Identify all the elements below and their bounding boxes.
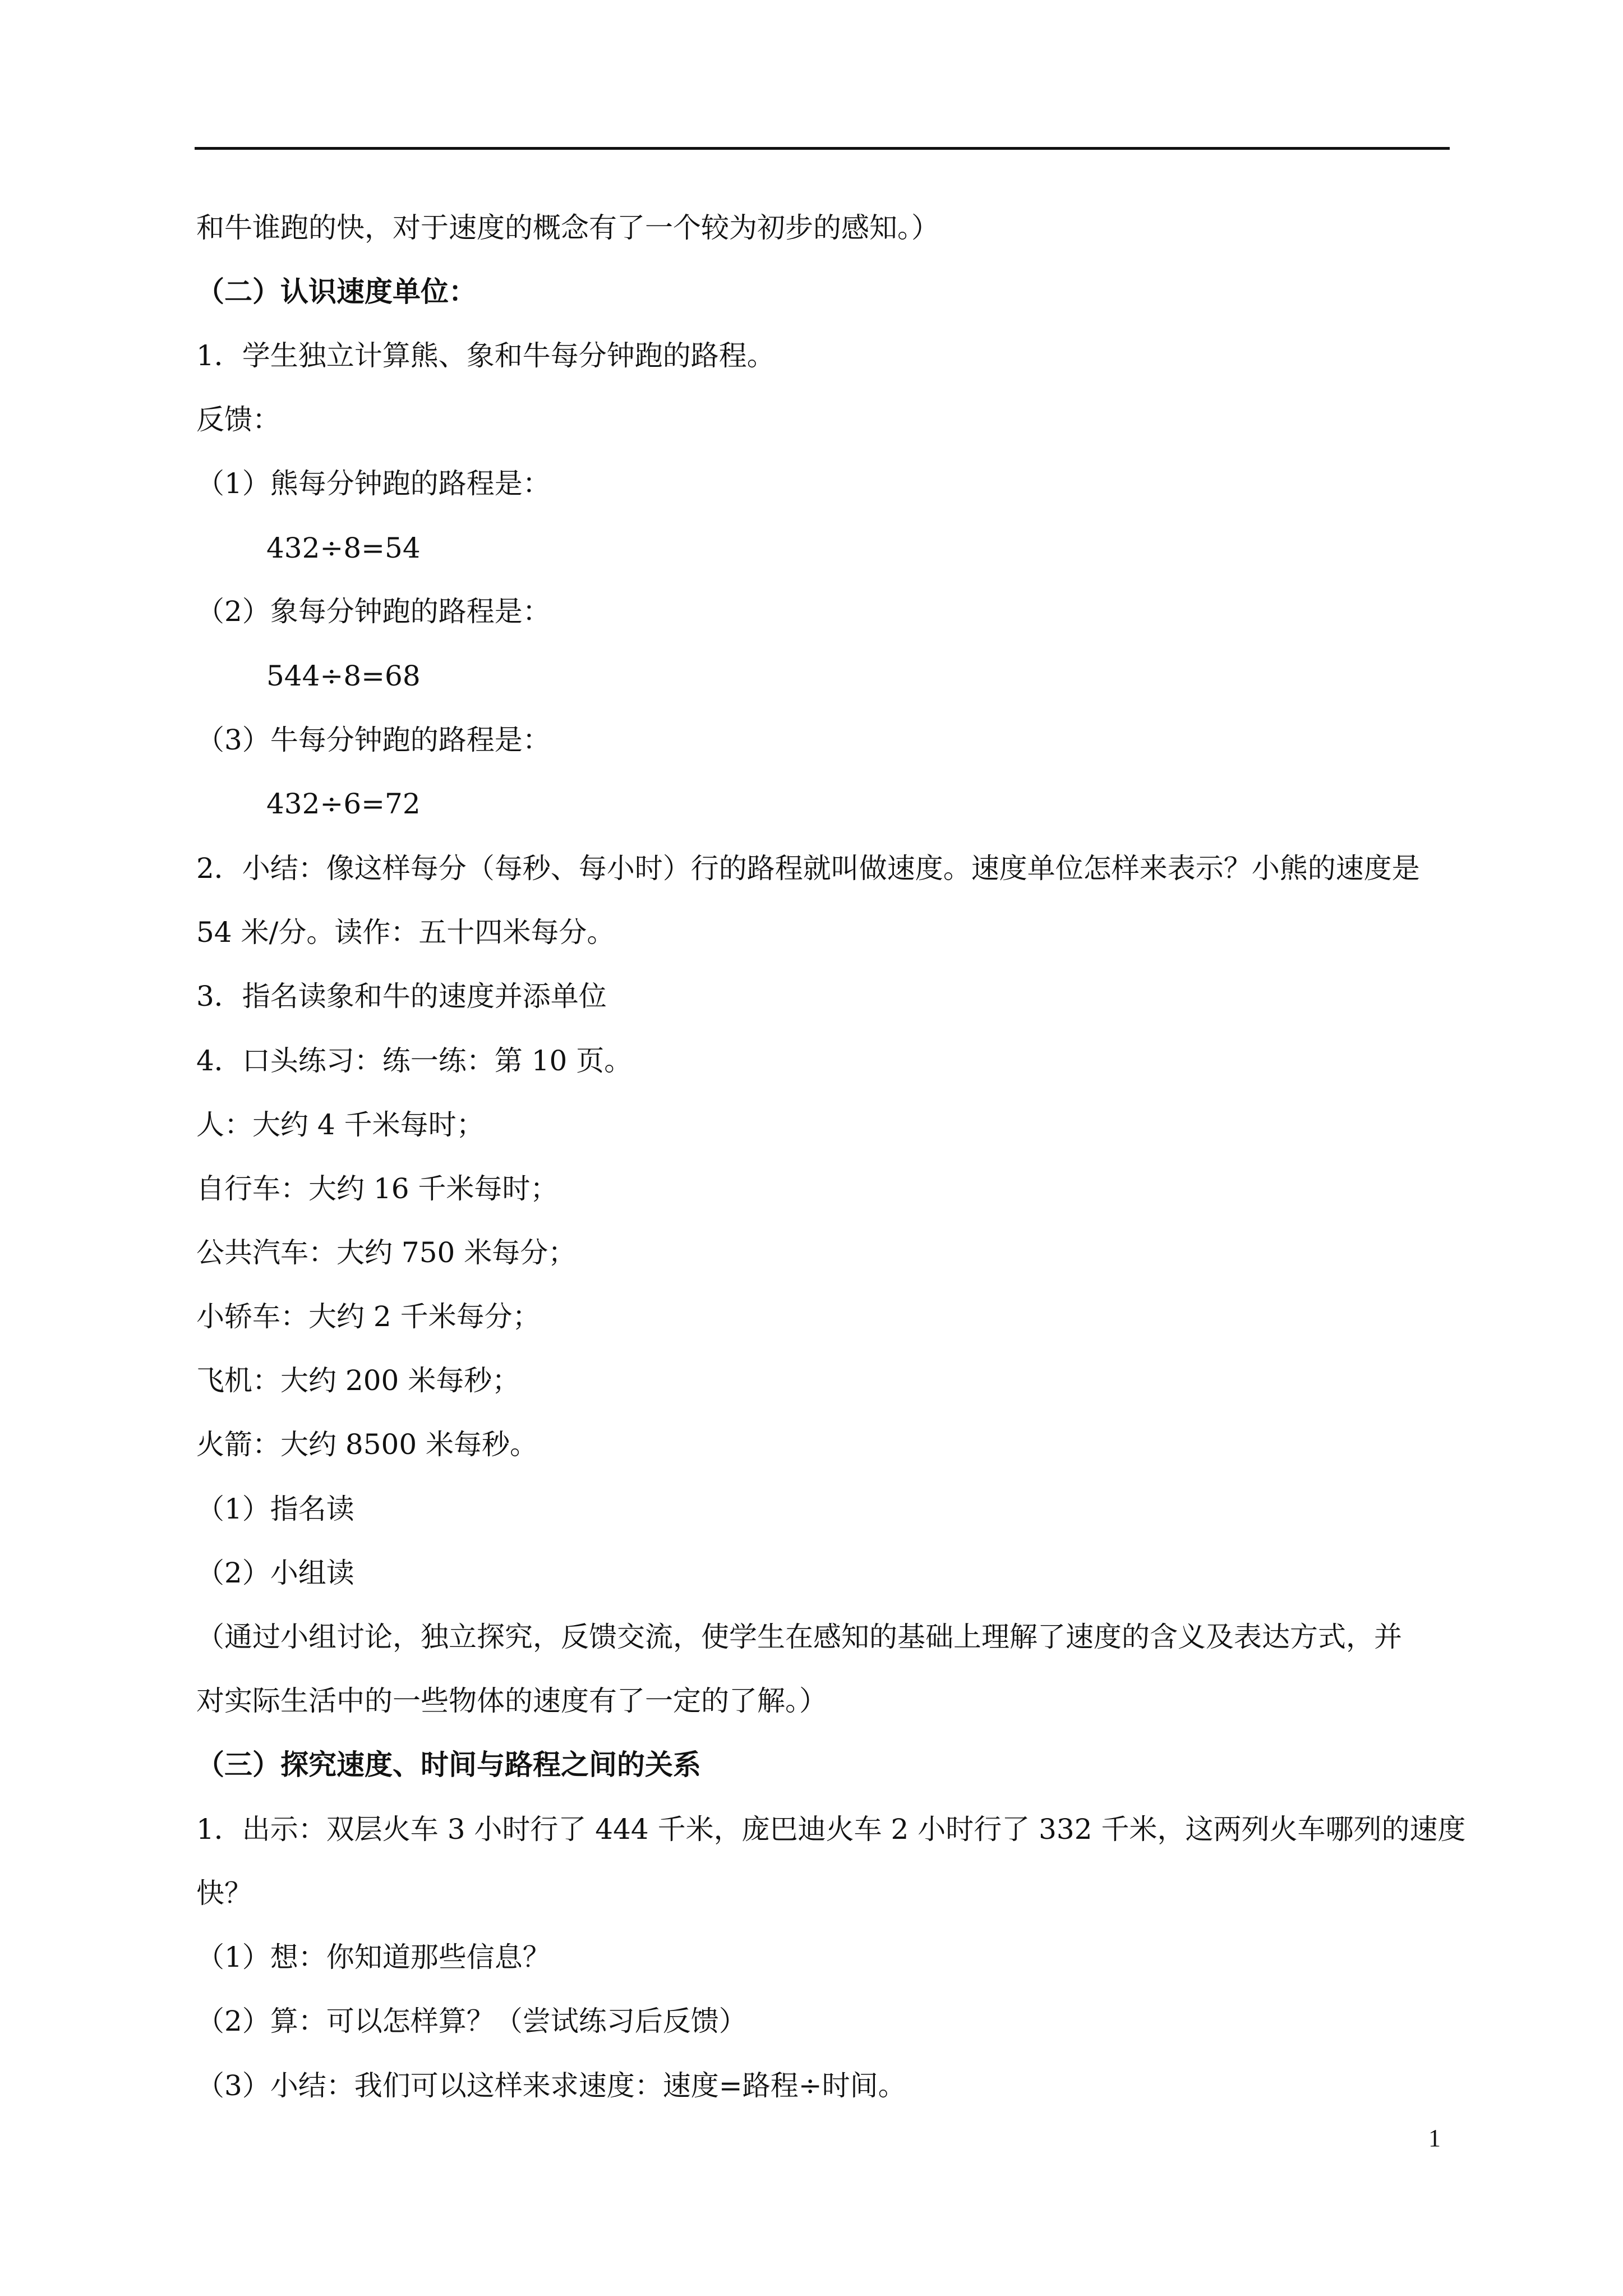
text-line: （3）牛每分钟跑的路程是： [196,724,551,756]
text-line: 人：大约 4 千米每时； [196,1108,485,1141]
text-line: 1．学生独立计算熊、象和牛每分钟跑的路程。 [196,339,775,372]
section-heading: （二）认识速度单位： [196,275,477,308]
text-line: 1．出示：双层火车 3 小时行了 444 千米，庞巴迪火车 2 小时行了 332 千米，这两列火车哪列的速度 [196,1813,1466,1846]
section-heading: （三）探究速度、时间与路程之间的关系 [196,1748,701,1781]
text-line: 4．口头练习：练一练：第 10 页。 [196,1045,633,1077]
text-line: 自行车：大约 16 千米每时； [196,1172,559,1205]
text-line: 对实际生活中的一些物体的速度有了一定的了解。） [196,1685,827,1717]
text-line: 54 米/分。读作：五十四米每分。 [196,916,615,949]
text-line: 火箭：大约 8500 米每秒。 [196,1428,538,1461]
text-line: 3．指名读象和牛的速度并添单位 [196,980,607,1013]
text-line: 公共汽车：大约 750 米每分； [196,1236,577,1269]
text-line: 和牛谁跑的快，对于速度的概念有了一个较为初步的感知。） [196,211,939,244]
equation-line: 432÷8=54 [266,532,421,564]
text-line: （2）小组读 [196,1557,354,1589]
page-number: 1 [1428,2124,1441,2152]
text-line: （3）小结：我们可以这样来求速度：速度=路程÷时间。 [196,2069,906,2102]
text-line: （2）象每分钟跑的路程是： [196,595,551,628]
equation-line: 432÷6=72 [266,788,421,820]
text-line: 快？ [196,1877,252,1910]
text-line: （2）算：可以怎样算？（尝试练习后反馈） [196,2005,747,2037]
text-line: 2．小结：像这样每分（每秒、每小时）行的路程就叫做速度。速度单位怎样来表示？小熊的速度是 [196,852,1420,885]
text-line: （1）指名读 [196,1493,354,1525]
text-line: （1）想：你知道那些信息？ [196,1941,551,1973]
text-line: 小轿车：大约 2 千米每分； [196,1300,541,1333]
equation-line: 544÷8=68 [266,660,421,692]
text-line: 飞机：大约 200 米每秒； [196,1364,520,1397]
header-rule [195,147,1450,150]
text-line: （1）熊每分钟跑的路程是： [196,467,551,500]
text-line: （通过小组讨论，独立探究，反馈交流，使学生在感知的基础上理解了速度的含义及表达方式，并 [196,1621,1402,1653]
text-line: 反馈： [196,403,280,436]
